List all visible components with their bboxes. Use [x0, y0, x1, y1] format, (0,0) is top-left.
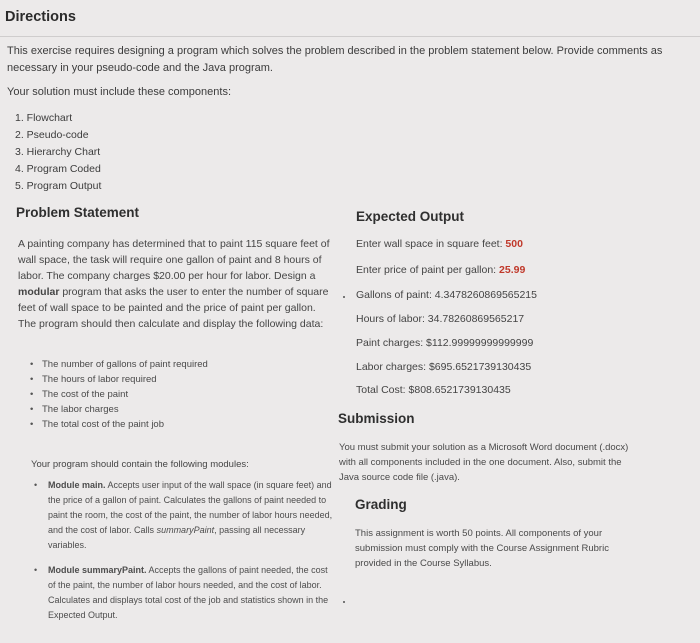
components-heading: Your solution must include these components: — [7, 86, 232, 98]
modules-list — [34, 478, 334, 633]
module-summarypaint — [34, 563, 334, 623]
marker-dot — [343, 601, 345, 603]
list-item: • The cost of the paint — [30, 387, 330, 402]
components-list — [15, 110, 101, 195]
module-italic: summaryPaint — [156, 525, 215, 535]
component-item: 2. Pseudo-code — [15, 129, 89, 141]
component-item: 4. Program Coded — [15, 163, 101, 175]
directions-title: Directions — [5, 9, 76, 25]
submission-title: Submission — [338, 411, 415, 426]
module-desc: Accepts user input of the wall space (in square feet) and the price of a gallon of paint. Calculates the gallons of paint needed to paint the room, the cost of the paint, the number of labor hours needed, and the cost of labor. Calls — [48, 480, 333, 535]
modules-intro: Your program should contain the following modules: — [31, 459, 249, 470]
marker-dot — [343, 296, 345, 298]
module-main — [34, 478, 334, 553]
required-data-list — [30, 357, 330, 432]
divider — [0, 36, 700, 37]
output-line: Hours of labor: 34.78260869565217 — [356, 313, 525, 325]
output-line: Labor charges: $695.6521739130435 — [356, 361, 532, 373]
problem-text-end: program that asks the user to enter the number of square feet of wall space to be painted and the price of paint per gallon. The program should then calculate and display the following data: — [18, 286, 329, 330]
module-desc: Accepts the gallons of paint needed, the cost of the paint, the number of labor hours needed, and the cost of labor. Calculates and displays total cost of the job and statistics shown in the Expected Output. — [48, 565, 329, 620]
output-line: Enter wall space in square feet: 500 — [356, 238, 523, 250]
user-input-value: 25.99 — [499, 264, 526, 276]
list-item: • The hours of labor required — [30, 372, 330, 387]
output-line: Paint charges: $112.99999999999999 — [356, 337, 534, 349]
expected-output-title: Expected Output — [356, 209, 465, 224]
problem-text-bold: modular — [18, 286, 60, 298]
module-name: Module summaryPaint. — [48, 565, 147, 575]
user-input-value: 500 — [505, 238, 523, 250]
component-item: 3. Hierarchy Chart — [15, 146, 101, 158]
problem-text-start: A painting company has determined that to paint 115 square feet of wall space, the task will require one gallon of paint and 8 hours of labor. The company charges $20.00 per hour for labor. Design a — [18, 238, 330, 282]
component-item: 1. Flowchart — [15, 112, 73, 124]
list-item: • The labor charges — [30, 402, 330, 417]
directions-intro: This exercise requires designing a program which solves the problem described in the problem statement below. Provide comments as necessary in your pseudo-code and the Java program. — [7, 45, 663, 74]
output-line: Gallons of paint: 4.3478260869565215 — [356, 289, 537, 301]
grading-title: Grading — [355, 497, 407, 512]
problem-paragraph — [18, 236, 336, 332]
problem-statement-title: Problem Statement — [16, 205, 140, 220]
submission-text: You must submit your solution as a Microsoft Word document (.docx) with all components included in the one document. Also, submit the Java source code file (.java). — [339, 442, 629, 483]
grading-text: This assignment is worth 50 points. All components of your submission must comply with the Course Assignment Rubric provided in the Course Syllabus. — [355, 528, 609, 569]
output-line: Enter price of paint per gallon: 25.99 — [356, 264, 526, 276]
module-desc-end: , passing all necessary variables. — [48, 525, 306, 550]
module-name: Module main. — [48, 480, 106, 490]
output-line: Total Cost: $808.6521739130435 — [356, 384, 511, 396]
list-item: • The number of gallons of paint required — [30, 357, 330, 372]
component-item: 5. Program Output — [15, 180, 102, 192]
list-item: • The total cost of the paint job — [30, 417, 330, 432]
